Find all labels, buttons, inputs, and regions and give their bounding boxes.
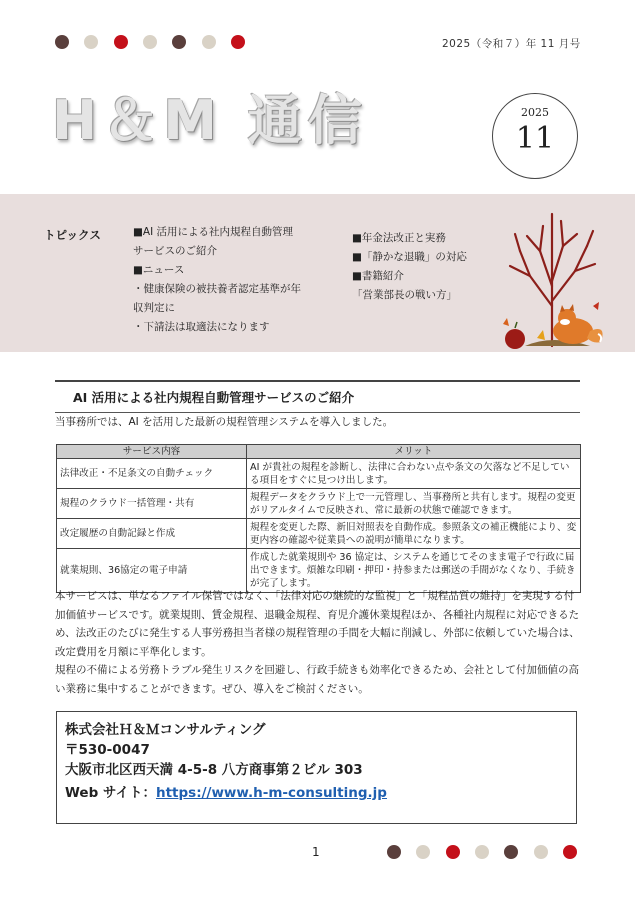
topic-item: 収判定に: [133, 302, 175, 314]
body-paragraph: 規程の不備による労務トラブル発生リスクを回避し、行政手続きも効率化できるため、会社として付加価値の高い業務に集中することができます。ぜひ、導入をご検討ください。: [55, 664, 579, 695]
decor-dot: [172, 35, 186, 49]
decor-dot: [387, 845, 401, 859]
apple-illustration: [505, 329, 525, 349]
section-title: AI 活用による社内規程自動管理サービスのご紹介: [73, 390, 355, 405]
autumn-tree-illustration: [495, 206, 610, 356]
newsletter-title: H＆M 通信: [52, 89, 368, 152]
table-cell: 就業規則、36協定の電子申請: [57, 549, 247, 593]
topic-item: ■書籍紹介: [352, 270, 404, 282]
table-header-row: [57, 445, 581, 459]
website-link[interactable]: https://www.h-m-consulting.jp: [155, 785, 387, 801]
decor-dot: [416, 845, 430, 859]
column-header: サービス内容: [57, 445, 247, 459]
topics-right-list: [352, 229, 467, 305]
table-row: [57, 459, 581, 489]
table-cell: 作成した就業規則や 36 協定は、システムを通じてそのまま電子で行政に届出できます。煩雑な印刷・押印・持参または郵送の手間がなくなり、手続きが完了します。: [247, 549, 581, 593]
page-number: 1: [312, 845, 320, 859]
decor-dot: [114, 35, 128, 49]
table-row: [57, 549, 581, 593]
decor-dot: [446, 845, 460, 859]
body-text: [55, 587, 583, 699]
address: 大阪市北区西天満 4-5-8 八方商事第２ビル 303: [65, 762, 363, 778]
issue-date: 2025（令和７）年 11 月号: [442, 38, 581, 50]
fox-illustration: [553, 304, 603, 344]
website-label: Web サイト：: [65, 785, 156, 801]
topic-item: ■年金法改正と実務: [352, 232, 446, 244]
table-cell: AI が貴社の規程を診断し、法律に合わない点や条文の欠落など不足している項目をすぐに見つけ出します。: [247, 459, 581, 489]
section-intro: 当事務所では、AI を活用した最新の規程管理システムを導入しました。: [55, 416, 394, 428]
decor-dot: [84, 35, 98, 49]
body-paragraph: 本サービスは、単なるファイル保管ではなく、「法律対応の継続的な監視」と「規程品質の維持」を実現する付加価値サービスです。就業規則、賃金規程、退職金規程、育児介護休業規程ほか、各種社内規程に対応できるため、法改正のたびに発生する人事労務担当者様の規程管理の手間を大幅に削減し、外部に依頼していた場合は、改定費用を月額に平準化します。: [55, 590, 580, 658]
table-cell: 規程のクラウド一括管理・共有: [57, 489, 247, 519]
topic-item: サービスのご紹介: [133, 245, 217, 257]
postal-code: 〒530-0047: [65, 742, 150, 758]
table-row: [57, 519, 581, 549]
contact-box: [56, 711, 577, 824]
topic-item: ■ニュース: [133, 264, 185, 276]
decor-dot: [475, 845, 489, 859]
decor-dot: [202, 35, 216, 49]
company-name: 株式会社Ｈ＆Ｍコンサルティング: [65, 722, 266, 738]
badge-month: 11: [515, 121, 555, 156]
topics-label: トピックス: [44, 228, 101, 242]
service-table: [56, 444, 581, 593]
decor-dot: [504, 845, 518, 859]
website-line: [65, 781, 387, 801]
decor-dot: [143, 35, 157, 49]
decor-dot: [55, 35, 69, 49]
table-row: [57, 489, 581, 519]
decor-dot: [534, 845, 548, 859]
table-cell: 改定履歴の自動記録と作成: [57, 519, 247, 549]
table-cell: 規程データをクラウド上で一元管理し、当事務所と共有します。規程の変更がリアルタイムで反映され、常に最新の状態で確認できます。: [247, 489, 581, 519]
section-header: [55, 380, 580, 413]
topic-item: ■「静かな退職」の対応: [352, 251, 467, 263]
issue-circle-badge: [492, 93, 578, 179]
topic-item: ・健康保険の被扶養者認定基準が年: [133, 283, 301, 295]
topics-left-list: [133, 223, 301, 337]
decor-dot: [563, 845, 577, 859]
topic-item: ・下請法は取適法になります: [133, 321, 270, 333]
badge-year: 2025: [521, 106, 549, 119]
decor-dot: [231, 35, 245, 49]
topic-item: ■AI 活用による社内規程自動管理: [133, 226, 294, 238]
topic-item: 「営業部長の戦い方」: [352, 289, 457, 301]
column-header: メリット: [247, 445, 581, 459]
table-cell: 規程を変更した際、新旧対照表を自動作成。参照条文の補正機能により、変更内容の確認や従業員への説明が簡単になります。: [247, 519, 581, 549]
table-cell: 法律改正・不足条文の自動チェック: [57, 459, 247, 489]
